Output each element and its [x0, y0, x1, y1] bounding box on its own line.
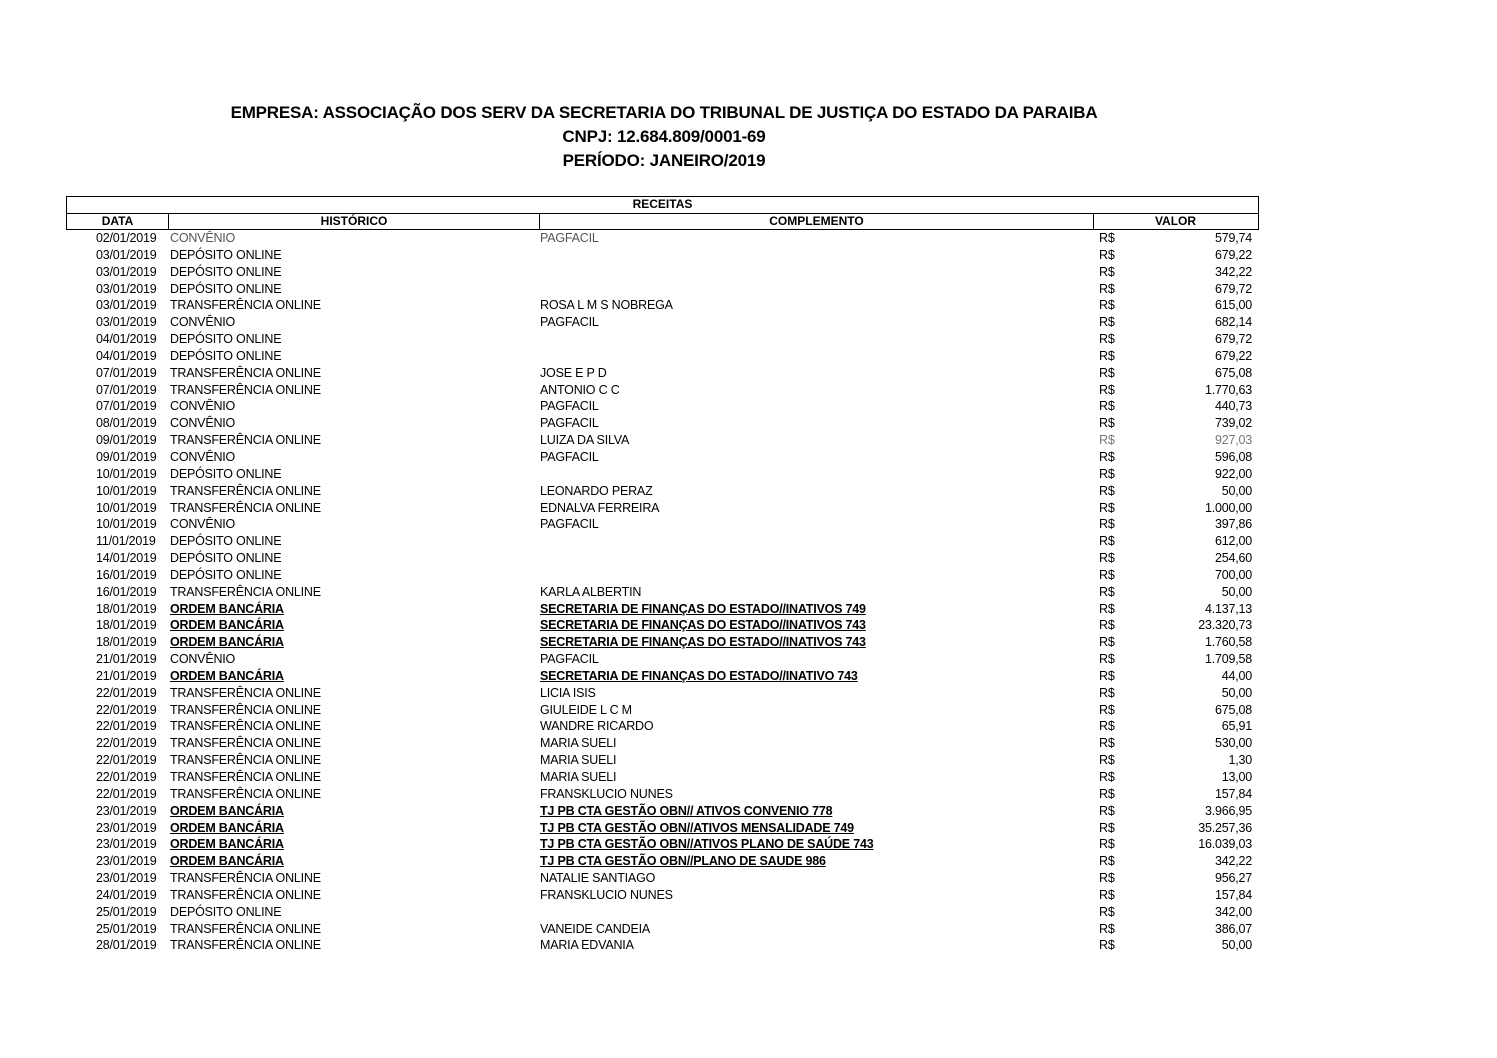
- row-complement: NATALIE SANTIAGO: [540, 871, 656, 886]
- row-date: 10/01/2019: [96, 466, 157, 481]
- row-value: 1,30: [1228, 753, 1252, 768]
- row-date: 23/01/2019: [96, 854, 157, 869]
- row-value: 44,00: [1221, 668, 1252, 683]
- row-currency: R$: [1099, 887, 1115, 902]
- row-currency: R$: [1099, 601, 1115, 616]
- row-history: ORDEM BANCÁRIA: [170, 618, 284, 633]
- table-row: [0, 398, 1497, 415]
- row-history: TRANSFERÊNCIA ONLINE: [170, 921, 321, 936]
- table-row: [0, 500, 1497, 517]
- column-header-complement: COMPLEMENTO: [539, 214, 1093, 229]
- row-currency: R$: [1099, 298, 1115, 313]
- row-currency: R$: [1099, 820, 1115, 835]
- table-row: [0, 904, 1497, 921]
- row-complement: SECRETARIA DE FINANÇAS DO ESTADO//INATIVO 743: [540, 668, 858, 683]
- row-complement: LUIZA DA SILVA: [540, 433, 630, 448]
- row-history: TRANSFERÊNCIA ONLINE: [170, 433, 321, 448]
- row-currency: R$: [1099, 416, 1115, 431]
- row-date: 23/01/2019: [96, 871, 157, 886]
- row-date: 23/01/2019: [96, 803, 157, 818]
- row-history: CONVÊNIO: [170, 652, 236, 667]
- row-date: 08/01/2019: [96, 416, 157, 431]
- row-history: ORDEM BANCÁRIA: [170, 837, 284, 852]
- cnpj-line: CNPJ: 12.684.809/0001-69: [562, 127, 766, 146]
- row-date: 21/01/2019: [96, 652, 157, 667]
- row-date: 22/01/2019: [96, 736, 157, 751]
- row-date: 07/01/2019: [96, 365, 157, 380]
- table-row: [0, 870, 1497, 887]
- row-currency: R$: [1099, 719, 1115, 734]
- table-row: [0, 921, 1497, 938]
- row-currency: R$: [1099, 281, 1115, 296]
- row-value: 615,00: [1214, 298, 1252, 313]
- row-history: DEPÓSITO ONLINE: [170, 567, 282, 582]
- row-value: 675,08: [1214, 365, 1252, 380]
- row-history: CONVÊNIO: [170, 399, 236, 414]
- row-date: 16/01/2019: [96, 584, 157, 599]
- table-row: [0, 937, 1497, 954]
- row-complement: TJ PB CTA GESTÃO OBN//ATIVOS PLANO DE SAÚDE 743: [540, 837, 874, 852]
- row-complement: FRANSKLUCIO NUNES: [540, 887, 673, 902]
- table-row: [0, 752, 1497, 769]
- row-currency: R$: [1099, 854, 1115, 869]
- row-history: DEPÓSITO ONLINE: [170, 904, 282, 919]
- row-date: 25/01/2019: [96, 904, 157, 919]
- row-complement: LICIA ISIS: [540, 685, 596, 700]
- row-date: 03/01/2019: [96, 264, 157, 279]
- table-row: [0, 247, 1497, 264]
- row-value: 157,84: [1214, 786, 1252, 801]
- row-value: 700,00: [1214, 567, 1252, 582]
- table-row: [0, 617, 1497, 634]
- row-date: 16/01/2019: [96, 567, 157, 582]
- row-currency: R$: [1099, 904, 1115, 919]
- row-history: CONVÊNIO: [170, 517, 236, 532]
- row-complement: PAGFACIL: [540, 315, 599, 330]
- row-currency: R$: [1099, 786, 1115, 801]
- row-date: 04/01/2019: [96, 332, 157, 347]
- row-value: 16.039,03: [1198, 837, 1252, 852]
- table-row: [0, 836, 1497, 853]
- row-currency: R$: [1099, 938, 1115, 953]
- row-history: DEPÓSITO ONLINE: [170, 332, 282, 347]
- row-history: ORDEM BANCÁRIA: [170, 601, 284, 616]
- row-value: 13,00: [1221, 770, 1252, 784]
- row-date: 22/01/2019: [96, 719, 157, 734]
- row-currency: R$: [1099, 584, 1115, 599]
- table-row: [0, 432, 1497, 449]
- table-row: [0, 887, 1497, 904]
- table-row: [0, 449, 1497, 466]
- row-value: 35.257,36: [1198, 820, 1252, 835]
- row-complement: ROSA L M S NOBREGA: [540, 298, 673, 313]
- row-complement: ANTONIO C C: [540, 382, 620, 397]
- row-value: 1.709,58: [1204, 652, 1252, 667]
- row-history: CONVÊNIO: [170, 231, 236, 245]
- row-date: 22/01/2019: [96, 770, 157, 784]
- row-value: 157,84: [1214, 887, 1252, 902]
- section-title-receitas: RECEITAS: [67, 197, 1258, 214]
- row-history: ORDEM BANCÁRIA: [170, 803, 284, 818]
- row-complement: TJ PB CTA GESTÃO OBN//PLANO DE SAUDE 986: [540, 854, 826, 869]
- table-row: [0, 466, 1497, 483]
- row-currency: R$: [1099, 500, 1115, 515]
- table-row: [0, 533, 1497, 550]
- row-date: 11/01/2019: [96, 534, 156, 549]
- row-history: DEPÓSITO ONLINE: [170, 348, 282, 363]
- row-date: 14/01/2019: [96, 551, 157, 566]
- row-currency: R$: [1099, 567, 1115, 582]
- row-value: 679,22: [1214, 348, 1252, 363]
- row-complement: PAGFACIL: [540, 517, 599, 532]
- row-date: 07/01/2019: [96, 382, 157, 397]
- row-complement: MARIA EDVANIA: [540, 938, 634, 953]
- row-value: 440,73: [1214, 399, 1252, 414]
- row-history: TRANSFERÊNCIA ONLINE: [170, 298, 321, 313]
- row-date: 02/01/2019: [96, 231, 157, 245]
- row-currency: R$: [1099, 231, 1115, 245]
- row-currency: R$: [1099, 332, 1115, 347]
- row-complement: SECRETARIA DE FINANÇAS DO ESTADO//INATIVOS 749: [540, 601, 866, 616]
- table-row: [0, 853, 1497, 870]
- row-history: DEPÓSITO ONLINE: [170, 264, 282, 279]
- row-history: TRANSFERÊNCIA ONLINE: [170, 365, 321, 380]
- row-currency: R$: [1099, 517, 1115, 532]
- row-history: TRANSFERÊNCIA ONLINE: [170, 938, 321, 953]
- row-value: 50,00: [1221, 938, 1252, 953]
- row-date: 24/01/2019: [96, 887, 157, 902]
- table-row: [0, 348, 1497, 365]
- row-currency: R$: [1099, 264, 1115, 279]
- row-complement: FRANSKLUCIO NUNES: [540, 786, 673, 801]
- row-history: TRANSFERÊNCIA ONLINE: [170, 871, 321, 886]
- table-row: [0, 281, 1497, 298]
- row-complement: VANEIDE CANDEIA: [540, 921, 650, 936]
- row-currency: R$: [1099, 348, 1115, 363]
- row-currency: R$: [1099, 921, 1115, 936]
- row-complement: EDNALVA FERREIRA: [540, 500, 660, 515]
- row-value: 679,22: [1214, 247, 1252, 262]
- table-row: [0, 685, 1497, 702]
- table-row: [0, 634, 1497, 651]
- row-date: 09/01/2019: [96, 433, 157, 448]
- row-value: 342,22: [1214, 854, 1252, 869]
- row-value: 254,60: [1214, 551, 1252, 566]
- table-row: [0, 803, 1497, 820]
- row-history: ORDEM BANCÁRIA: [170, 668, 284, 683]
- row-date: 03/01/2019: [96, 315, 157, 330]
- table-row: [0, 365, 1497, 382]
- row-value: 956,27: [1214, 871, 1252, 886]
- table-row: [0, 297, 1497, 314]
- row-history: CONVÊNIO: [170, 416, 236, 431]
- table-row: [0, 567, 1497, 584]
- row-currency: R$: [1099, 534, 1115, 549]
- table-row: [0, 415, 1497, 432]
- table-row: [0, 769, 1497, 786]
- row-complement: PAGFACIL: [540, 399, 599, 414]
- row-value: 342,22: [1214, 264, 1252, 279]
- row-value: 4.137,13: [1204, 601, 1252, 616]
- row-date: 10/01/2019: [96, 517, 157, 532]
- row-complement: GIULEIDE L C M: [540, 702, 632, 717]
- row-value: 612,00: [1214, 534, 1252, 549]
- table-body: [0, 230, 1497, 954]
- row-value: 530,00: [1214, 736, 1252, 751]
- row-date: 03/01/2019: [96, 281, 157, 296]
- row-history: TRANSFERÊNCIA ONLINE: [170, 887, 321, 902]
- row-currency: R$: [1099, 551, 1115, 566]
- column-header-date: DATA: [101, 214, 134, 228]
- row-complement: JOSE E P D: [540, 365, 607, 380]
- row-currency: R$: [1099, 399, 1115, 414]
- row-complement: MARIA SUELI: [540, 753, 617, 768]
- row-currency: R$: [1099, 365, 1115, 380]
- row-history: TRANSFERÊNCIA ONLINE: [170, 753, 321, 768]
- row-currency: R$: [1099, 382, 1115, 397]
- row-currency: R$: [1099, 753, 1115, 768]
- row-complement: SECRETARIA DE FINANÇAS DO ESTADO//INATIVOS 743: [540, 618, 866, 633]
- row-history: ORDEM BANCÁRIA: [170, 854, 284, 869]
- row-value: 386,07: [1214, 921, 1252, 936]
- row-date: 09/01/2019: [96, 449, 157, 464]
- row-history: TRANSFERÊNCIA ONLINE: [170, 382, 321, 397]
- row-value: 739,02: [1214, 416, 1252, 431]
- row-history: TRANSFERÊNCIA ONLINE: [170, 786, 321, 801]
- row-history: CONVÊNIO: [170, 315, 236, 330]
- row-value: 23.320,73: [1198, 618, 1252, 633]
- row-currency: R$: [1099, 449, 1115, 464]
- row-value: 65,91: [1221, 719, 1252, 734]
- row-date: 25/01/2019: [96, 921, 157, 936]
- row-currency: R$: [1099, 685, 1115, 700]
- row-date: 22/01/2019: [96, 753, 157, 768]
- row-value: 922,00: [1214, 466, 1252, 481]
- row-currency: R$: [1099, 770, 1115, 784]
- table-row: [0, 668, 1497, 685]
- row-date: 10/01/2019: [96, 500, 157, 515]
- row-currency: R$: [1099, 668, 1115, 683]
- row-history: TRANSFERÊNCIA ONLINE: [170, 736, 321, 751]
- column-header-history: HISTÓRICO: [168, 214, 539, 229]
- row-date: 28/01/2019: [96, 938, 157, 953]
- row-date: 18/01/2019: [96, 618, 157, 633]
- row-value: 1.000,00: [1204, 500, 1252, 515]
- row-date: 21/01/2019: [96, 668, 157, 683]
- row-complement: MARIA SUELI: [540, 736, 617, 751]
- row-value: 679,72: [1214, 281, 1252, 296]
- row-complement: KARLA ALBERTIN: [540, 584, 642, 599]
- row-history: TRANSFERÊNCIA ONLINE: [170, 719, 321, 734]
- table-header: [66, 196, 1259, 230]
- row-date: 23/01/2019: [96, 837, 157, 852]
- row-currency: R$: [1099, 635, 1115, 650]
- row-history: TRANSFERÊNCIA ONLINE: [170, 483, 321, 498]
- row-complement: MARIA SUELI: [540, 770, 617, 784]
- row-date: 23/01/2019: [96, 820, 157, 835]
- table-row: [0, 483, 1497, 500]
- row-history: ORDEM BANCÁRIA: [170, 635, 284, 650]
- row-date: 22/01/2019: [96, 685, 157, 700]
- row-currency: R$: [1099, 652, 1115, 667]
- row-date: 10/01/2019: [96, 483, 157, 498]
- row-value: 50,00: [1221, 584, 1252, 599]
- row-value: 682,14: [1214, 315, 1252, 330]
- row-value: 3.966,95: [1204, 803, 1252, 818]
- row-complement: TJ PB CTA GESTÃO OBN// ATIVOS CONVENIO 778: [540, 803, 833, 818]
- table-row: [0, 786, 1497, 803]
- row-history: CONVÊNIO: [170, 449, 236, 464]
- row-currency: R$: [1099, 315, 1115, 330]
- table-row: [0, 584, 1497, 601]
- row-history: TRANSFERÊNCIA ONLINE: [170, 685, 321, 700]
- row-date: 22/01/2019: [96, 786, 157, 801]
- row-complement: TJ PB CTA GESTÃO OBN//ATIVOS MENSALIDADE 749: [540, 820, 854, 835]
- row-date: 04/01/2019: [96, 348, 157, 363]
- row-value: 579,74: [1214, 231, 1252, 245]
- row-history: DEPÓSITO ONLINE: [170, 466, 282, 481]
- row-date: 03/01/2019: [96, 298, 157, 313]
- column-header-row: [67, 214, 1258, 229]
- row-complement: PAGFACIL: [540, 416, 599, 431]
- row-complement: LEONARDO PERAZ: [540, 483, 653, 498]
- table-row: [0, 718, 1497, 735]
- row-currency: R$: [1099, 433, 1115, 448]
- row-history: DEPÓSITO ONLINE: [170, 551, 282, 566]
- table-row: [0, 516, 1497, 533]
- table-row: [0, 331, 1497, 348]
- row-value: 342,00: [1214, 904, 1252, 919]
- row-history: DEPÓSITO ONLINE: [170, 281, 282, 296]
- row-currency: R$: [1099, 803, 1115, 818]
- table-row: [0, 820, 1497, 837]
- row-value: 596,08: [1214, 449, 1252, 464]
- table-row: [0, 651, 1497, 668]
- row-currency: R$: [1099, 247, 1115, 262]
- row-value: 50,00: [1221, 483, 1252, 498]
- row-history: ORDEM BANCÁRIA: [170, 820, 284, 835]
- table-row: [0, 314, 1497, 331]
- row-currency: R$: [1099, 618, 1115, 633]
- company-title: EMPRESA: ASSOCIAÇÃO DOS SERV DA SECRETARIA DO TRIBUNAL DE JUSTIÇA DO ESTADO DA PARAIBA: [230, 103, 1098, 122]
- row-date: 07/01/2019: [96, 399, 157, 414]
- row-currency: R$: [1099, 871, 1115, 886]
- row-history: TRANSFERÊNCIA ONLINE: [170, 770, 321, 784]
- row-currency: R$: [1099, 483, 1115, 498]
- row-history: TRANSFERÊNCIA ONLINE: [170, 584, 321, 599]
- row-currency: R$: [1099, 466, 1115, 481]
- table-row: [0, 601, 1497, 618]
- row-currency: R$: [1099, 837, 1115, 852]
- row-value: 927,03: [1214, 433, 1252, 448]
- row-complement: PAGFACIL: [540, 449, 599, 464]
- row-value: 50,00: [1221, 685, 1252, 700]
- table-row: [0, 735, 1497, 752]
- row-date: 18/01/2019: [96, 635, 157, 650]
- period-line: PERÍODO: JANEIRO/2019: [562, 151, 766, 170]
- row-complement: PAGFACIL: [540, 231, 599, 245]
- row-date: 03/01/2019: [96, 247, 157, 262]
- table-row: [0, 702, 1497, 719]
- row-value: 679,72: [1214, 332, 1252, 347]
- row-value: 397,86: [1214, 517, 1252, 532]
- table-row: [0, 382, 1497, 399]
- row-history: TRANSFERÊNCIA ONLINE: [170, 500, 321, 515]
- row-complement: PAGFACIL: [540, 652, 599, 667]
- row-history: DEPÓSITO ONLINE: [170, 247, 282, 262]
- table-row: [0, 230, 1497, 247]
- row-date: 18/01/2019: [96, 601, 157, 616]
- row-currency: R$: [1099, 702, 1115, 717]
- row-history: TRANSFERÊNCIA ONLINE: [170, 702, 321, 717]
- column-header-value: VALOR: [1093, 214, 1257, 229]
- row-value: 1.770,63: [1204, 382, 1252, 397]
- row-complement: SECRETARIA DE FINANÇAS DO ESTADO//INATIVOS 743: [540, 635, 866, 650]
- table-row: [0, 264, 1497, 281]
- row-date: 22/01/2019: [96, 702, 157, 717]
- row-history: DEPÓSITO ONLINE: [170, 534, 282, 549]
- row-value: 1.760,58: [1204, 635, 1252, 650]
- row-complement: WANDRE RICARDO: [540, 719, 654, 734]
- row-value: 675,08: [1214, 702, 1252, 717]
- table-row: [0, 550, 1497, 567]
- row-currency: R$: [1099, 736, 1115, 751]
